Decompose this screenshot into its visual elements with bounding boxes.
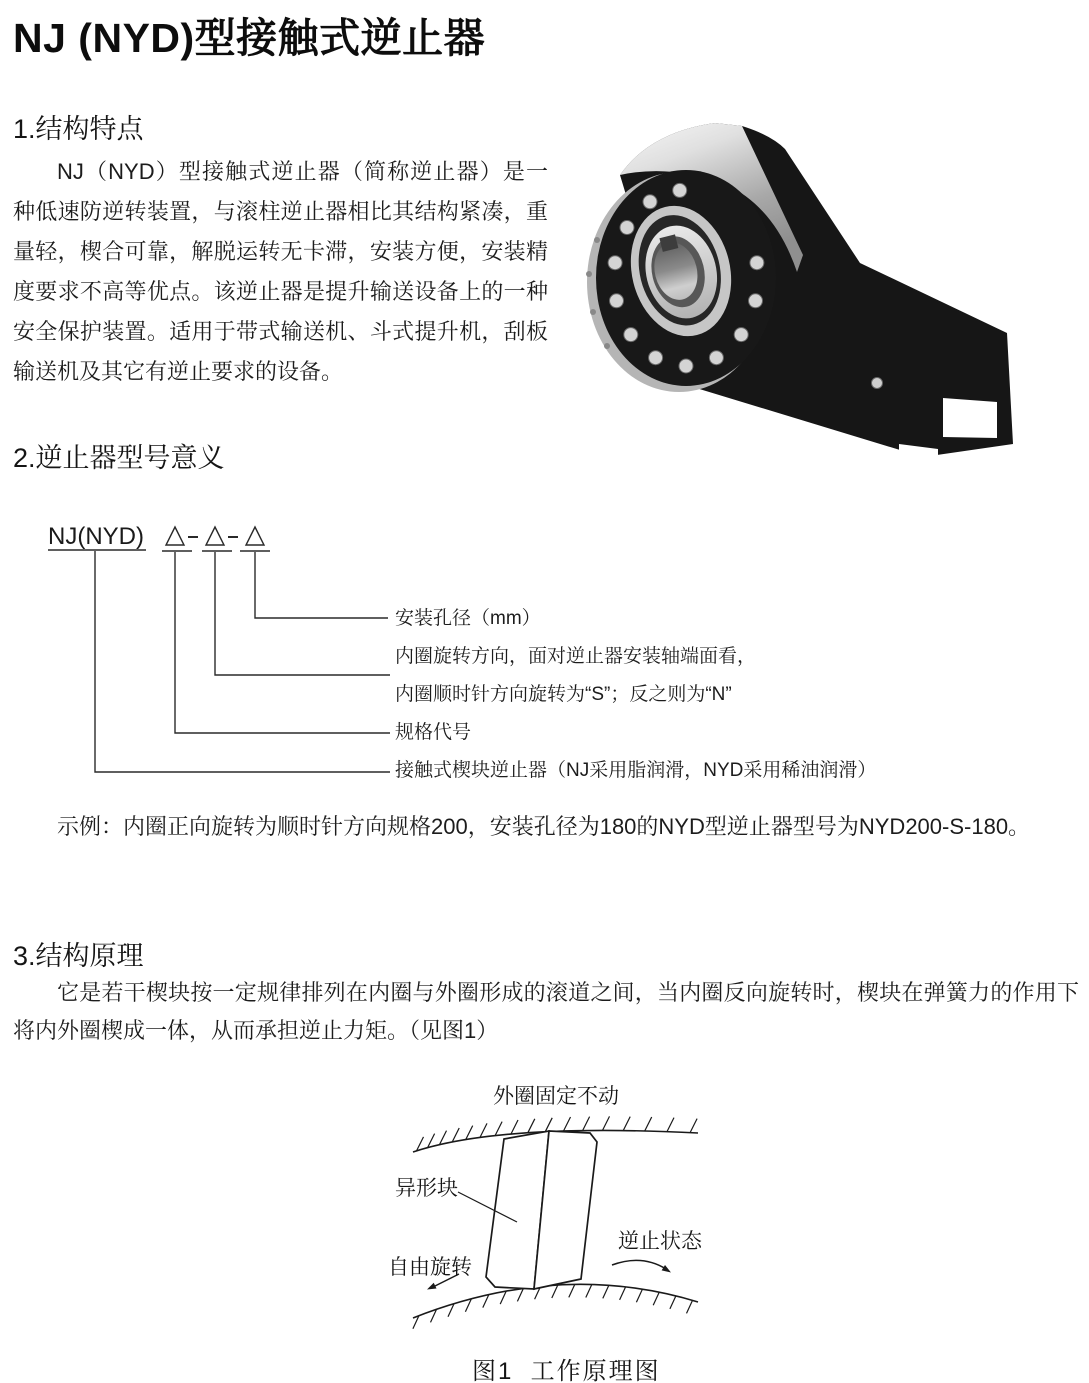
product-photo (575, 122, 1070, 464)
wedge-blocks (486, 1131, 597, 1289)
model-label-spec-code: 规格代号 (395, 722, 472, 743)
section1-heading: 1.结构特点 (13, 114, 144, 144)
section2-heading: 2.逆止器型号意义 (13, 443, 225, 473)
callout-lines (95, 551, 390, 772)
figure1-label-wedge-block: 异形块 (395, 1177, 458, 1200)
model-example: 示例：内圈正向旋转为顺时针方向规格200，安装孔径为180的NYD型逆止器型号为NYD200-S-180。 (57, 814, 1031, 839)
model-prefix: NJ(NYD) (48, 523, 144, 550)
model-label-rotation-direction-1: 内圈旋转方向，面对逆止器安装轴端面看， (395, 646, 757, 667)
model-placeholder-triangles (162, 527, 270, 551)
torque-arm-opening (943, 398, 997, 438)
backstop-state-arrow (612, 1260, 671, 1272)
figure1 (350, 1075, 750, 1383)
model-code-diagram (40, 518, 392, 780)
figure1-label-outer-ring: 外圈固定不动 (493, 1085, 619, 1108)
model-label-type: 接触式楔块逆止器（NJ采用脂润滑，NYD采用稀油润滑） (395, 760, 877, 781)
figure1-label-free-rotation: 自由旋转 (388, 1256, 472, 1279)
page-title: NJ (NYD)型接触式逆止器 (13, 15, 486, 61)
flange-hole (590, 309, 596, 315)
flange-hole (586, 271, 592, 277)
arm-bolt (872, 378, 883, 389)
figure1-caption: 图1 工作原理图 (472, 1358, 661, 1383)
model-label-rotation-direction-2: 内圈顺时针方向旋转为“S”；反之则为“N” (395, 684, 732, 705)
section3-paragraph: 它是若干楔块按一定规律排列在内圈与外圈形成的滚道之间，当内圈反向旋转时，楔块在弹簧力的作用下将内外圈楔成一体，从而承担逆止力矩。（见图1） (13, 980, 1079, 1043)
model-label-bore-diameter: 安装孔径（mm） (395, 608, 541, 629)
figure1-drawing (350, 1075, 750, 1343)
section3-heading: 3.结构原理 (13, 941, 144, 971)
flange-hole (604, 343, 610, 349)
figure1-label-backstop-state: 逆止状态 (618, 1230, 702, 1253)
flange-hole (594, 237, 600, 243)
section1-paragraph: NJ（NYD）型接触式逆止器（简称逆止器）是一种低速防逆转装置，与滚柱逆止器相比其结构紧凑，重量轻，楔合可靠，解脱运转无卡滞，安装方便，安装精度要求不高等优点。该逆止器是提升输送设备上的一种安全保护装置。适用于带式输送机、斗式提升机，刮板输送机及其它有逆止要求的设备。 (13, 159, 548, 384)
